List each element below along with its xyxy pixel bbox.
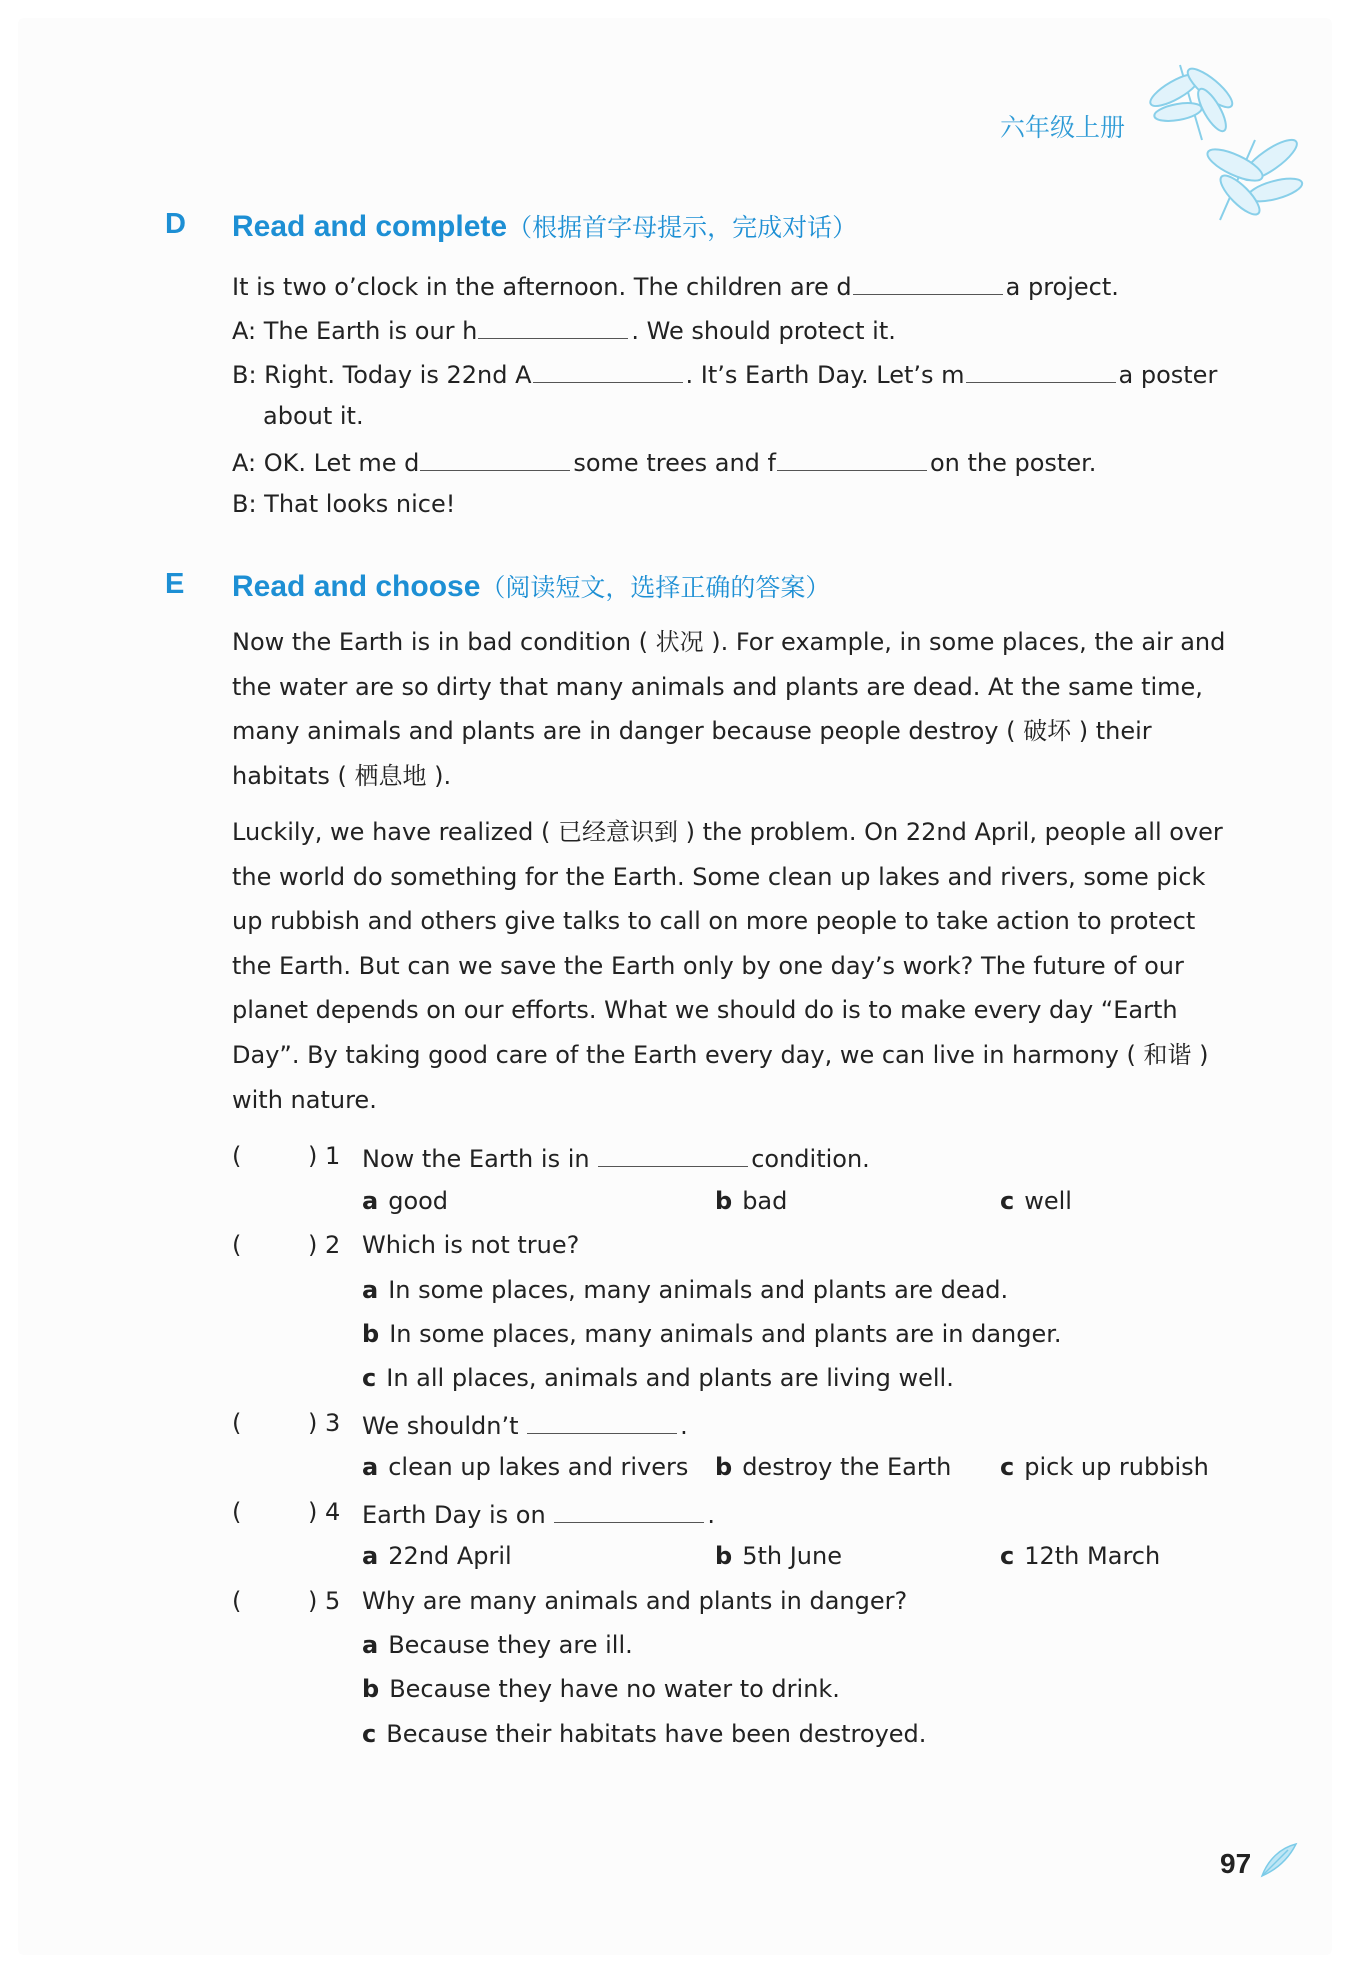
text: . It’s Earth Day. Let’s m: [685, 361, 965, 389]
question-3-option-b[interactable]: [715, 1455, 951, 1479]
answer-blank[interactable]: [478, 316, 628, 339]
answer-paren-open: (: [232, 1498, 242, 1526]
answer-paren-open: (: [232, 1409, 242, 1437]
section-d-letter: D: [165, 208, 186, 240]
section-e-title-en: Read and choose: [232, 570, 481, 603]
answer-paren-open: (: [232, 1231, 242, 1259]
answer-paren-open: (: [232, 1142, 242, 1170]
answer-paren-close[interactable]: [308, 1589, 340, 1613]
section-d-line-5: [232, 448, 1096, 475]
text: on the poster.: [929, 449, 1097, 477]
option-letter: a: [362, 1631, 379, 1659]
question-number: 2: [325, 1231, 341, 1259]
answer-paren-close[interactable]: [308, 1500, 340, 1524]
text: a poster: [1118, 361, 1218, 389]
answer-blank[interactable]: [966, 360, 1116, 383]
option-text: destroy the Earth: [742, 1453, 952, 1481]
section-d-title-en: Read and complete: [232, 210, 508, 243]
section-d-line-3: [232, 360, 1217, 387]
question-2-option-a[interactable]: [362, 1278, 1008, 1302]
dragonfly-decoration-icon: [1140, 50, 1310, 230]
option-text: clean up lakes and rivers: [388, 1453, 689, 1481]
option-letter: c: [1000, 1453, 1015, 1481]
option-text: pick up rubbish: [1024, 1453, 1209, 1481]
option-text: good: [388, 1187, 449, 1215]
grade-label: 六年级上册: [1000, 113, 1126, 142]
text: We shouldn’t: [362, 1412, 519, 1440]
section-d-line-2: [232, 316, 896, 343]
answer-blank[interactable]: [420, 448, 570, 471]
option-letter: a: [362, 1542, 379, 1570]
answer-blank: [554, 1500, 704, 1523]
question-2-option-c[interactable]: [362, 1366, 954, 1390]
option-text: Because they have no water to drink.: [389, 1675, 840, 1703]
answer-paren-close[interactable]: [308, 1144, 340, 1168]
text: ): [308, 1498, 318, 1526]
section-d-title-cn: （根据首字母提示，完成对话）: [507, 214, 858, 242]
question-2-option-b[interactable]: [362, 1322, 1062, 1346]
question-4-stem: [362, 1500, 715, 1527]
option-letter: b: [715, 1542, 733, 1570]
question-5-stem: Why are many animals and plants in danger?: [362, 1587, 908, 1615]
answer-paren-close[interactable]: [308, 1233, 340, 1257]
text: .: [707, 1501, 715, 1529]
section-d-title: [232, 208, 857, 244]
text: A: The Earth is our h: [232, 317, 478, 345]
question-3-option-a[interactable]: [362, 1455, 688, 1479]
section-d-line-1: [232, 272, 1119, 299]
option-letter: b: [715, 1453, 733, 1481]
answer-blank: [598, 1144, 748, 1167]
question-1-option-a[interactable]: [362, 1189, 448, 1213]
text: . We should protect it.: [631, 317, 896, 345]
option-letter: b: [362, 1675, 380, 1703]
reading-paragraph-1: Now the Earth is in bad condition ( 状况 ). For example, in some places, the air and the water are so dirty that many animals and plants are dead. At the same time, many animals and plants are in danger because people destroy ( 破坏 ) their habitats ( 栖息地 ).: [232, 628, 1226, 790]
answer-blank[interactable]: [533, 360, 683, 383]
answer-blank[interactable]: [777, 448, 927, 471]
section-d-line-6: B: That looks nice!: [232, 490, 456, 518]
option-text: In some places, many animals and plants are in danger.: [389, 1320, 1062, 1348]
text: a project.: [1005, 273, 1119, 301]
option-letter: a: [362, 1187, 379, 1215]
option-text: 22nd April: [388, 1542, 512, 1570]
option-text: In some places, many animals and plants are dead.: [388, 1276, 1009, 1304]
option-letter: b: [362, 1320, 380, 1348]
question-1-stem: [362, 1144, 870, 1171]
text: B: Right. Today is 22nd A: [232, 361, 532, 389]
question-number: 4: [325, 1498, 341, 1526]
text: ): [308, 1142, 318, 1170]
text: condition.: [751, 1145, 870, 1173]
text: ): [308, 1409, 318, 1437]
option-letter: c: [1000, 1542, 1015, 1570]
text: Earth Day is on: [362, 1501, 546, 1529]
question-number: 1: [325, 1142, 341, 1170]
option-letter: b: [715, 1187, 733, 1215]
option-text: 5th June: [742, 1542, 842, 1570]
section-e-letter: E: [165, 568, 185, 600]
option-letter: c: [362, 1364, 377, 1392]
option-text: bad: [742, 1187, 788, 1215]
text: .: [680, 1412, 688, 1440]
text: Now the Earth is in: [362, 1145, 590, 1173]
answer-blank[interactable]: [853, 272, 1003, 295]
question-5-option-c[interactable]: [362, 1722, 926, 1746]
question-2-stem: Which is not true?: [362, 1231, 580, 1259]
question-3-option-c[interactable]: [1000, 1455, 1209, 1479]
option-text: Because they are ill.: [388, 1631, 633, 1659]
section-e-title: [232, 568, 830, 604]
question-4-option-b[interactable]: [715, 1544, 842, 1568]
option-letter: c: [1000, 1187, 1015, 1215]
question-number: 5: [325, 1587, 341, 1615]
question-5-option-b[interactable]: [362, 1677, 840, 1701]
answer-blank: [527, 1411, 677, 1434]
answer-paren-close[interactable]: [308, 1411, 340, 1435]
question-1-option-c[interactable]: [1000, 1189, 1072, 1213]
text: A: OK. Let me d: [232, 449, 420, 477]
text: some trees and f: [573, 449, 776, 477]
option-text: Because their habitats have been destroyed.: [386, 1720, 927, 1748]
reading-paragraph-2: Luckily, we have realized ( 已经意识到 ) the problem. On 22nd April, people all over the world do something for the Earth. Some clean up lakes and rivers, some pick up rubbish and others give talks to call on more people to take action to protect the Earth. But can we save the Earth only by one day’s work? The future of our planet depends on our efforts. What we should do is to make every day “Earth Day”. By taking good care of the Earth every day, we can live in harmony ( 和谐 ) with nature.: [232, 818, 1223, 1114]
question-4-option-c[interactable]: [1000, 1544, 1160, 1568]
option-text: 12th March: [1024, 1542, 1161, 1570]
option-text: In all places, animals and plants are living well.: [386, 1364, 954, 1392]
question-3-stem: [362, 1411, 688, 1438]
question-1-option-b[interactable]: [715, 1189, 787, 1213]
option-letter: a: [362, 1453, 379, 1481]
section-e-title-cn: （阅读短文，选择正确的答案）: [480, 574, 831, 602]
page-number: 97: [1220, 1848, 1252, 1879]
question-4-option-a[interactable]: [362, 1544, 512, 1568]
answer-paren-open: (: [232, 1587, 242, 1615]
option-text: well: [1024, 1187, 1072, 1215]
text: It is two o’clock in the afternoon. The children are d: [232, 273, 852, 301]
text: ): [308, 1231, 318, 1259]
text: ): [308, 1587, 318, 1615]
question-number: 3: [325, 1409, 341, 1437]
option-letter: a: [362, 1276, 379, 1304]
option-letter: c: [362, 1720, 377, 1748]
question-5-option-a[interactable]: [362, 1633, 633, 1657]
section-d-line-4: about it.: [263, 402, 364, 430]
leaf-icon: [1258, 1840, 1298, 1880]
